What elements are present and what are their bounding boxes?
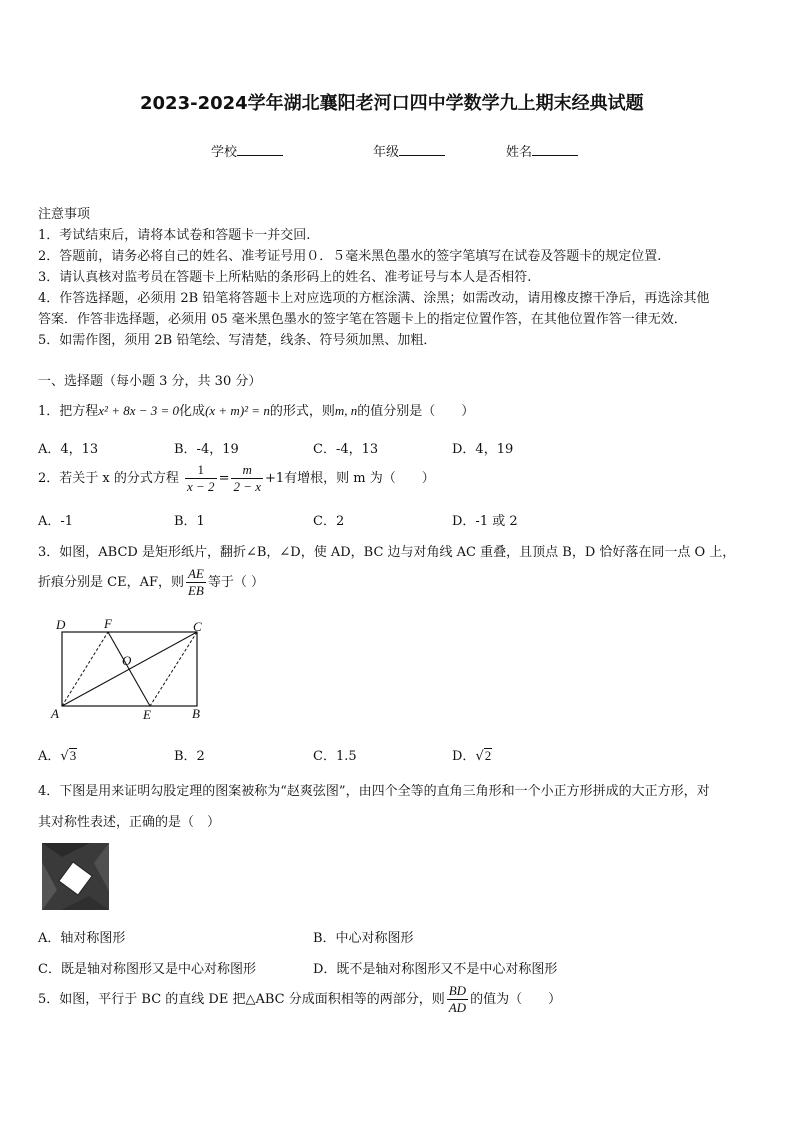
- q3-option-a-radicand: 3: [69, 748, 77, 763]
- sqrt-symbol: √: [60, 749, 69, 764]
- notice-item: 4．作答选择题，必须用 2B 铅笔将答题卡上对应选项的方框涂满、涂黑；如需改动，请用橡皮擦干净后，再选涂其他: [38, 291, 710, 306]
- q2-frac2-num: m: [231, 462, 263, 479]
- notice-item: 2．答题前，请务必将自己的姓名、准考证号用０．５毫米黑色墨水的签字笔填写在试卷及答题卡的规定位置.: [38, 249, 662, 264]
- question-2: [38, 462, 435, 495]
- q3-line-2: [38, 566, 264, 599]
- q3-prefix: 折痕分别是 CE，AF，则: [38, 575, 184, 590]
- q2-option-c: C．2: [313, 514, 345, 529]
- q2-fraction-2: [231, 462, 263, 495]
- q1-equation-1: x² + 8x − 3 = 0: [98, 403, 180, 418]
- q2-fraction-1: [185, 462, 217, 495]
- label-a: A: [51, 706, 59, 721]
- q1-option-d: D．4，19: [452, 442, 514, 457]
- label-c: C: [193, 619, 202, 634]
- q1-vars: m, n: [334, 403, 358, 418]
- zhao-shuang-diagram: [42, 843, 109, 910]
- q3-option-a-label: A．: [38, 749, 61, 764]
- q3-frac-den: EB: [187, 583, 204, 598]
- q1-suffix-2: 的值分别是（ ）: [357, 404, 475, 419]
- q3-suffix: 等于（ ）: [207, 575, 265, 590]
- grade-label: 年级: [373, 145, 400, 160]
- q2-frac1-den: x − 2: [187, 479, 215, 494]
- page-title: 2023-2024学年湖北襄阳老河口四中学数学九上期末经典试题: [140, 93, 644, 114]
- q2-suffix: +1有增根，则 m 为（ ）: [265, 471, 435, 486]
- q2-frac2-den: 2 − x: [233, 479, 262, 494]
- q5-frac-num: BD: [448, 983, 467, 998]
- notice-item: 答案．作答非选择题，必须用 05 毫米黑色墨水的签字笔在答题卡上的指定位置作答，在其他位置作答一律无效．: [38, 312, 687, 327]
- school-label: 学校: [211, 145, 238, 160]
- q5-prefix: 5．如图，平行于 BC 的直线 DE 把△ABC 分成面积相等的两部分，则: [38, 992, 445, 1007]
- q1-equation-2: (x + m)² = n: [205, 403, 270, 418]
- fold-ce: [150, 632, 197, 706]
- q3-option-c: C．1.5: [313, 749, 357, 764]
- label-d: D: [56, 617, 66, 632]
- q1-option-a: A．4，13: [38, 442, 99, 457]
- q5-suffix: 的值为（ ）: [470, 992, 562, 1007]
- question-5: [38, 983, 561, 1016]
- name-label: 姓名: [506, 145, 533, 160]
- q4-option-b: B．中心对称图形: [313, 931, 414, 946]
- q3-option-a: [38, 745, 77, 764]
- q2-prefix: 2．若关于 x 的分式方程: [38, 471, 179, 486]
- q1-option-b: B．-4，19: [174, 442, 239, 457]
- q4-option-c: C．既是轴对称图形又是中心对称图形: [38, 962, 256, 977]
- q3-option-d-radicand: 2: [484, 748, 492, 763]
- q3-fraction: [186, 566, 206, 599]
- grade-field: [373, 141, 445, 160]
- notice-heading: 注意事项: [38, 207, 91, 222]
- rectangle-fold-figure: [46, 615, 216, 725]
- label-o: O: [122, 653, 132, 668]
- school-field: [211, 141, 283, 160]
- notice-item: 5．如需作图，须用 2B 铅笔绘、写清楚，线条、符号须加黑、加粗．: [38, 333, 437, 348]
- notice-item: 3．请认真核对监考员在答题卡上所粘贴的条形码上的姓名、准考证号与本人是否相符.: [38, 270, 532, 285]
- fold-af: [62, 632, 108, 706]
- notice-item: 1．考试结束后，请将本试卷和答题卡一并交回.: [38, 228, 311, 243]
- segment-fe: [108, 632, 150, 706]
- name-field: [506, 141, 578, 160]
- label-f: F: [104, 616, 112, 631]
- q3-line-1: 3．如图，ABCD 是矩形纸片，翻折∠B，∠D，使 AD，BC 边与对角线 AC 重叠，且顶点 B，D 恰好落在同一点 O 上，: [38, 545, 736, 560]
- label-e: E: [143, 707, 151, 722]
- q4-line-2: 其对称性表述，正确的是（ ）: [38, 815, 221, 830]
- q4-line-1: 4．下图是用来证明勾股定理的图案被称为“赵爽弦图”，由四个全等的直角三角形和一个小正方形拼成的大正方形，对: [38, 784, 710, 799]
- name-blank: [532, 143, 578, 156]
- q3-option-d: [452, 745, 492, 764]
- q1-suffix-1: 的形式，则: [269, 404, 335, 419]
- q3-option-b: B．2: [174, 749, 205, 764]
- q1-option-c: C．-4，13: [313, 442, 379, 457]
- section-heading: 一、选择题（每小题 3 分，共 30 分）: [38, 374, 262, 389]
- q2-frac1-num: 1: [185, 462, 217, 479]
- q4-option-a: A．轴对称图形: [38, 931, 126, 946]
- q1-mid: 化成: [179, 404, 206, 419]
- q3-frac-num: AE: [187, 566, 204, 581]
- q2-option-d: D．-1 或 2: [452, 514, 518, 529]
- grade-blank: [399, 143, 445, 156]
- q5-fraction: [447, 983, 468, 1016]
- q2-option-b: B．1: [174, 514, 205, 529]
- label-b: B: [192, 706, 200, 721]
- q2-option-a: A．-1: [38, 514, 74, 529]
- q2-equals: =: [218, 471, 230, 486]
- question-1: [38, 400, 474, 419]
- q5-frac-den: AD: [448, 1000, 467, 1015]
- school-blank: [237, 143, 283, 156]
- sqrt-symbol: √: [475, 749, 484, 764]
- q1-prefix: 1．把方程: [38, 404, 99, 419]
- q3-option-d-label: D．: [452, 749, 476, 764]
- q4-option-d: D．既不是轴对称图形又不是中心对称图形: [313, 962, 558, 977]
